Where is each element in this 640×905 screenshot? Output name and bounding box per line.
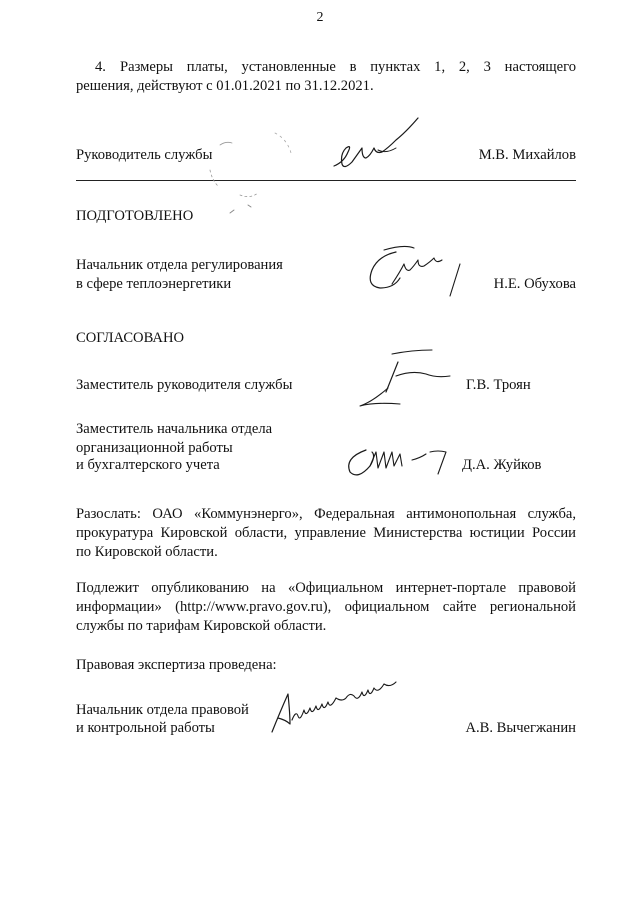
head-name: М.В. Михайлов xyxy=(478,147,576,163)
legal-review-name: А.В. Вычегжанин xyxy=(465,720,576,736)
legal-review-position-line-1: Начальник отдела правовой xyxy=(76,702,249,718)
head-signature xyxy=(330,128,450,178)
item-4-paragraph xyxy=(76,58,576,96)
item-4-line-1: 4. Размеры платы, установленные в пунктах 1, 2, 3 настоящего xyxy=(95,59,576,75)
publication-line-2: информации» (http://www.pravo.gov.ru), официальном сайте региональной xyxy=(76,599,576,615)
agreed-signer-1-position: Заместитель руководителя службы xyxy=(76,377,293,393)
prepared-signature xyxy=(362,244,472,296)
legal-review-signature xyxy=(264,690,434,740)
agreed-signer-1-signature xyxy=(352,336,462,416)
distribution-line-1: Разослать: ОАО «Коммунэнерго», Федеральная антимонопольная служба, xyxy=(76,506,576,522)
agreed-signer-1-name: Г.В. Троян xyxy=(466,377,531,393)
agreed-signer-2-position-line-3: и бухгалтерского учета xyxy=(76,457,220,473)
head-position: Руководитель службы xyxy=(76,147,213,163)
legal-review-text: Правовая экспертиза проведена: xyxy=(76,657,277,673)
prepared-position-line-2: в сфере теплоэнергетики xyxy=(76,276,232,292)
distribution-line-3: по Кировской области. xyxy=(76,544,218,560)
publication-line-3: службы по тарифам Кировской области. xyxy=(76,618,327,634)
item-4-line-2: решения, действуют с 01.01.2021 по 31.12.2021. xyxy=(76,78,374,94)
legal-review-position-line-2: и контрольной работы xyxy=(76,720,215,736)
publication-paragraph xyxy=(76,579,576,636)
prepared-heading: ПОДГОТОВЛЕНО xyxy=(76,208,194,224)
agreed-signer-2-signature xyxy=(340,440,460,486)
page-number: 2 xyxy=(316,10,324,25)
distribution-line-2: прокуратура Кировской области, управление Министерства юстиции России xyxy=(76,525,576,541)
agreed-signer-2-position-line-2: организационной работы xyxy=(76,440,233,456)
prepared-name: Н.Е. Обухова xyxy=(493,276,576,292)
item-4-number: 4. xyxy=(95,59,106,75)
agreed-heading: СОГЛАСОВАНО xyxy=(76,330,185,346)
publication-line-1: Подлежит опубликованию на «Официальном интернет-портале правовой xyxy=(76,580,576,596)
stamp-mark xyxy=(200,125,310,225)
agreed-signer-2-name: Д.А. Жуйков xyxy=(462,457,542,473)
prepared-position-line-1: Начальник отдела регулирования xyxy=(76,257,283,273)
distribution-paragraph xyxy=(76,505,576,562)
agreed-signer-2-position-line-1: Заместитель начальника отдела xyxy=(76,421,273,437)
signature-divider xyxy=(76,180,576,181)
